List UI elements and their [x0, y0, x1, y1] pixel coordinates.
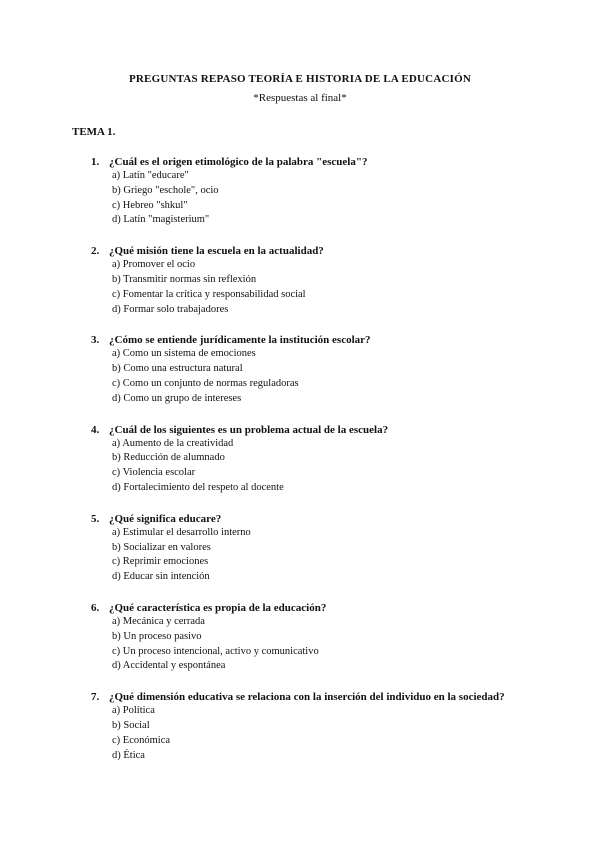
question-line — [91, 512, 561, 526]
answer-option: b) Un proceso pasivo — [112, 630, 202, 642]
question-text: ¿Cuál es el origen etimológico de la palabra "escuela"? — [109, 156, 368, 168]
question-item — [91, 601, 561, 674]
question-item — [91, 690, 561, 763]
document-subtitle: *Respuestas al final* — [253, 92, 347, 104]
answer-option: a) Latín "educare" — [112, 170, 189, 181]
question-number: 3. — [91, 334, 100, 347]
answer-option: a) Como un sistema de emociones — [112, 348, 256, 360]
answer-option: c) Violencia escolar — [112, 467, 196, 479]
question-line — [91, 601, 561, 615]
answer-option: c) Económica — [112, 734, 171, 746]
question-number: 7. — [91, 691, 100, 704]
answer-option: b) Transmitir normas sin reflexión — [112, 273, 257, 285]
question-number: 2. — [91, 245, 100, 258]
question-text: ¿Qué significa educare? — [109, 512, 222, 525]
answer-option: a) Mecánica y cerrada — [112, 615, 205, 627]
question-text: ¿Qué característica es propia de la educación? — [109, 601, 327, 614]
question-item — [91, 512, 561, 585]
question-item — [91, 244, 561, 317]
answer-option: c) Fomentar la crítica y responsabilidad social — [112, 288, 306, 300]
question-line — [91, 333, 561, 347]
question-number: 1. — [91, 156, 100, 168]
answer-option: c) Un proceso intencional, activo y comunicativo — [112, 645, 319, 657]
question-line — [91, 155, 561, 169]
question-item — [91, 423, 561, 496]
answer-option: b) Reducción de alumnado — [112, 452, 225, 464]
question-text: ¿Qué dimensión educativa se relaciona con la inserción del individuo en la sociedad? — [109, 691, 505, 704]
answer-option: c) Hebreo "shkul" — [112, 199, 188, 211]
answer-option: a) Promover el ocio — [112, 259, 196, 271]
section-heading: TEMA 1. — [72, 126, 116, 138]
question-number: 6. — [91, 601, 100, 614]
question-number: 4. — [91, 423, 100, 436]
answer-option: d) Accidental y espontánea — [112, 660, 226, 672]
question-item — [91, 155, 561, 228]
question-text: ¿Cuál de los siguientes es un problema actual de la escuela? — [109, 423, 389, 436]
question-list — [91, 155, 561, 779]
answer-option: c) Reprimir emociones — [112, 556, 209, 568]
question-line — [91, 244, 561, 258]
answer-option: a) Aumento de la creatividad — [112, 437, 234, 449]
answer-option: b) Social — [112, 719, 150, 731]
answer-option: d) Ética — [112, 749, 145, 761]
answer-option: d) Formar solo trabajadores — [112, 303, 229, 315]
answer-option: a) Política — [112, 705, 155, 717]
question-text: ¿Cómo se entiende jurídicamente la institución escolar? — [109, 334, 371, 347]
question-text: ¿Qué misión tiene la escuela en la actualidad? — [109, 245, 324, 258]
document-title: PREGUNTAS REPASO TEORÍA E HISTORIA DE LA EDUCACIÓN — [128, 73, 471, 85]
answer-option: a) Estimular el desarrollo interno — [112, 526, 251, 538]
question-item — [91, 333, 561, 406]
answer-option: c) Como un conjunto de normas reguladoras — [112, 377, 299, 389]
question-number: 5. — [91, 512, 100, 525]
answer-option: d) Fortalecimiento del respeto al docente — [112, 481, 284, 493]
answer-option: b) Socializar en valores — [112, 541, 211, 553]
question-line — [91, 423, 561, 437]
answer-option: b) Como una estructura natural — [112, 363, 243, 375]
answer-option: d) Educar sin intención — [112, 571, 210, 583]
answer-option: d) Como un grupo de intereses — [112, 392, 242, 404]
question-line — [91, 690, 561, 704]
answer-option: b) Griego "eschole", ocio — [112, 184, 219, 196]
answer-option: d) Latín "magisterium" — [112, 214, 210, 226]
